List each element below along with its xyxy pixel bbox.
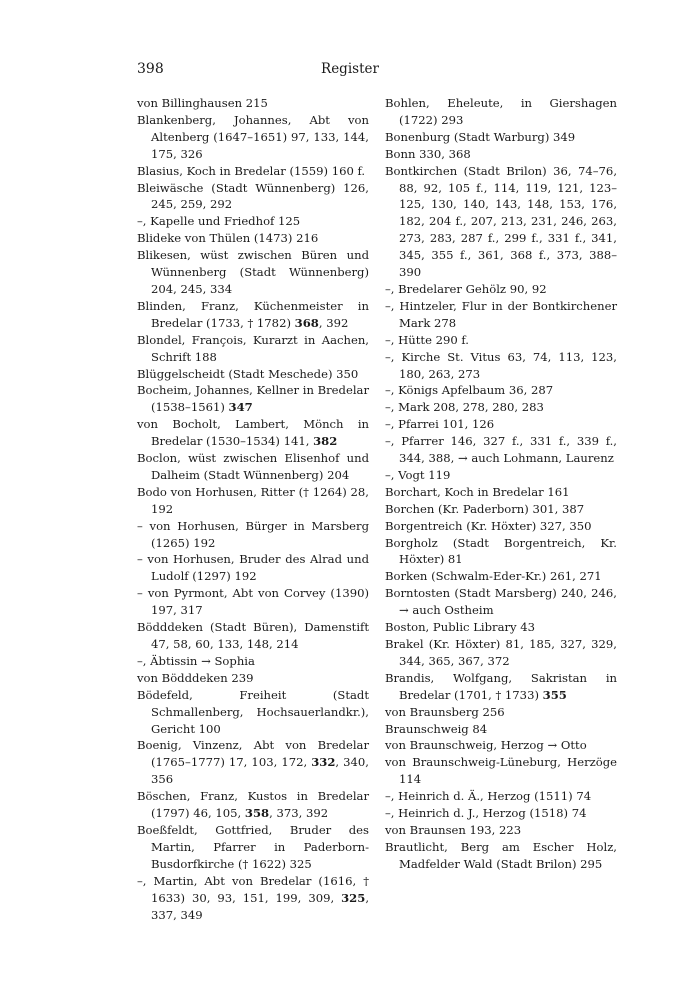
index-entry-text: Blideke von Thülen (1473) 216 bbox=[137, 231, 319, 246]
index-entry-text: , 337, 349 bbox=[151, 890, 369, 922]
index-entry bbox=[137, 737, 369, 788]
index-entry-text: Brautlicht, Berg am Escher Holz, Madfelder Wald (Stadt Brilon) 295 bbox=[385, 839, 617, 871]
index-entry bbox=[385, 670, 617, 704]
index-entry bbox=[137, 518, 369, 552]
index-entry bbox=[137, 382, 369, 416]
index-entry-text: Böschen, Franz, Kustos in Bredelar (1797) 46, 105, bbox=[137, 789, 369, 821]
index-entry bbox=[385, 721, 617, 738]
index-entry-bold-page: 382 bbox=[313, 434, 338, 449]
index-entry-text: von Bödddeken 239 bbox=[137, 670, 254, 685]
index-entry-text: –, Heinrich d. Ä., Herzog (1511) 74 bbox=[385, 789, 592, 804]
index-entry bbox=[137, 619, 369, 653]
index-entry bbox=[385, 332, 617, 349]
index-entry bbox=[385, 95, 617, 129]
index-entry-text: Blüggelscheidt (Stadt Meschede) 350 bbox=[137, 366, 359, 381]
index-entry-text: –, Pfarrer 146, 327 f., 331 f., 339 f., 344, 388, → auch Lohmann, Laurenz bbox=[385, 434, 617, 466]
index-entry bbox=[137, 670, 369, 687]
index-entry-text: –, Heinrich d. J., Herzog (1518) 74 bbox=[385, 806, 587, 821]
index-entry-text: von Bocholt, Lambert, Mönch in Bredelar (1530–1534) 141, bbox=[137, 417, 369, 449]
index-entry-text: , 340, 356 bbox=[151, 755, 369, 787]
index-entry-text: Bodo von Horhusen, Ritter († 1264) 28, 192 bbox=[137, 484, 369, 516]
index-entry-text: Borchart, Koch in Bredelar 161 bbox=[385, 484, 570, 499]
index-entry bbox=[137, 551, 369, 585]
index-entry bbox=[385, 416, 617, 433]
index-entry bbox=[137, 687, 369, 738]
index-entry-text: – von Horhusen, Bruder des Alrad und Ludolf (1297) 192 bbox=[137, 552, 369, 584]
index-entry-text: Bontkirchen (Stadt Brilon) 36, 74–76, 88, 92, 105 f., 114, 119, 121, 123–125, 130, 140, 143, 148, 153, 176, 182, 204 f., 207, 213, 231, 246, 263, 273, 283, 287 f., 299 f., 331 f., 341, 345, 355 f., 361, 368 f., 373, 388–390 bbox=[385, 163, 617, 280]
index-entry-bold-page: 325 bbox=[341, 890, 366, 905]
index-entry-bold-page: 368 bbox=[294, 315, 319, 330]
index-entry bbox=[385, 298, 617, 332]
index-entry bbox=[137, 450, 369, 484]
index-entry bbox=[385, 754, 617, 788]
index-entry bbox=[385, 467, 617, 484]
index-entry bbox=[385, 535, 617, 569]
index-entry-text: – von Horhusen, Bürger in Marsberg (1265) 192 bbox=[137, 518, 369, 550]
index-entry bbox=[137, 585, 369, 619]
index-entry-text: Borgholz (Stadt Borgentreich, Kr. Höxter) 81 bbox=[385, 535, 617, 567]
index-entry bbox=[137, 95, 369, 112]
index-entry bbox=[385, 805, 617, 822]
index-entry-text: Borgentreich (Kr. Höxter) 327, 350 bbox=[385, 518, 592, 533]
index-entry bbox=[385, 585, 617, 619]
index-entry bbox=[385, 788, 617, 805]
index-entry-text: –, Äbtissin → Sophia bbox=[137, 653, 255, 668]
index-entry bbox=[385, 822, 617, 839]
index-entry bbox=[137, 298, 369, 332]
index-entry-text: Brandis, Wolfgang, Sakristan in Bredelar (1701, † 1733) bbox=[385, 670, 617, 702]
index-entry-text: – von Pyrmont, Abt von Corvey (1390) 197, 317 bbox=[137, 586, 369, 618]
index-entry bbox=[385, 281, 617, 298]
index-entry-text: Bleiwäsche (Stadt Wünnenberg) 126, 245, 259, 292 bbox=[137, 180, 369, 212]
index-entry bbox=[385, 484, 617, 501]
index-entry bbox=[385, 501, 617, 518]
index-entry bbox=[137, 213, 369, 230]
index-entry bbox=[385, 146, 617, 163]
index-entry-text: Blankenberg, Johannes, Abt von Altenberg (1647–1651) 97, 133, 144, 175, 326 bbox=[137, 112, 369, 161]
index-entry-text: Braunschweig 84 bbox=[385, 721, 488, 736]
index-entry bbox=[385, 349, 617, 383]
page-number: 398 bbox=[137, 61, 164, 77]
index-entry-text: Bonn 330, 368 bbox=[385, 146, 471, 161]
index-entry-text: Borken (Schwalm-Eder-Kr.) 261, 271 bbox=[385, 569, 602, 584]
index-entry-text: von Braunsen 193, 223 bbox=[385, 822, 522, 837]
index-entry-text: –, Mark 208, 278, 280, 283 bbox=[385, 400, 544, 415]
index-entry bbox=[137, 112, 369, 163]
index-column-right bbox=[385, 95, 617, 873]
index-entry-text: Boclon, wüst zwischen Elisenhof und Dalheim (Stadt Wünnenberg) 204 bbox=[137, 451, 369, 482]
index-entry bbox=[385, 839, 617, 873]
index-entry-text: –, Königs Apfelbaum 36, 287 bbox=[385, 383, 554, 398]
index-entry bbox=[385, 399, 617, 416]
index-entry bbox=[137, 230, 369, 247]
index-entry-text: –, Hütte 290 f. bbox=[385, 332, 469, 347]
index-entry-text: –, Kapelle und Friedhof 125 bbox=[137, 214, 301, 229]
index-entry bbox=[137, 163, 369, 180]
index-entry bbox=[137, 180, 369, 214]
index-entry-text: von Billinghausen 215 bbox=[137, 96, 268, 110]
index-entry-text: –, Kirche St. Vitus 63, 74, 113, 123, 180, 263, 273 bbox=[385, 349, 617, 381]
index-entry-text: Blikesen, wüst zwischen Büren und Wünnenberg (Stadt Wünnenberg) 204, 245, 334 bbox=[137, 248, 369, 296]
index-entry bbox=[385, 163, 617, 281]
index-entry-text: Brakel (Kr. Höxter) 81, 185, 327, 329, 344, 365, 367, 372 bbox=[385, 637, 617, 668]
index-entry-text: , 373, 392 bbox=[269, 806, 329, 821]
index-entry bbox=[137, 247, 369, 298]
index-entry-text: Boenig, Vinzenz, Abt von Bredelar (1765–1777) 17, 103, 172, bbox=[137, 738, 369, 770]
index-entry bbox=[137, 822, 369, 873]
index-entry bbox=[137, 416, 369, 450]
index-entry-bold-page: 355 bbox=[542, 687, 567, 702]
index-entry-text: Blasius, Koch in Bredelar (1559) 160 f. bbox=[137, 163, 366, 178]
index-entry-text: Bödefeld, Freiheit (Stadt Schmallenberg, Hochsauerlandkr.), Gericht 100 bbox=[137, 687, 369, 736]
index-entry bbox=[385, 737, 617, 754]
running-head: Register bbox=[321, 61, 379, 77]
index-entry-text: Blondel, François, Kurarzt in Aachen, Schrift 188 bbox=[137, 332, 369, 364]
index-entry bbox=[137, 484, 369, 518]
index-entry-text: Bohlen, Eheleute, in Giershagen (1722) 293 bbox=[385, 96, 617, 127]
index-entry-text: –, Hintzeler, Flur in der Bontkirchener Mark 278 bbox=[385, 298, 617, 330]
index-entry bbox=[385, 129, 617, 146]
index-entry bbox=[385, 619, 617, 636]
index-entry bbox=[385, 382, 617, 399]
index-entry-bold-page: 347 bbox=[228, 400, 253, 415]
index-entry bbox=[137, 653, 369, 670]
index-entry-text: Borntosten (Stadt Marsberg) 240, 246, → auch Ostheim bbox=[385, 586, 617, 618]
index-entry-text: Bödddeken (Stadt Büren), Damenstift 47, 58, 60, 133, 148, 214 bbox=[137, 620, 369, 651]
index-entry bbox=[385, 433, 617, 467]
index-entry-text: , 392 bbox=[318, 315, 349, 330]
index-entry-bold-page: 358 bbox=[244, 806, 270, 821]
index-entry bbox=[137, 366, 369, 383]
index-entry-text: von Braunschweig-Lüneburg, Herzöge 114 bbox=[385, 755, 617, 787]
index-entry bbox=[385, 636, 617, 670]
index-entry bbox=[385, 704, 617, 721]
index-entry-text: Boeßfeldt, Gottfried, Bruder des Martin, Pfarrer in Paderborn-Busdorfkirche († 1622) 325 bbox=[137, 822, 369, 871]
index-entry-bold-page: 332 bbox=[311, 755, 336, 770]
index-entry bbox=[137, 788, 369, 822]
index-entry-text: von Braunsberg 256 bbox=[385, 704, 505, 719]
index-entry bbox=[385, 568, 617, 585]
index-entry-text: Boston, Public Library 43 bbox=[385, 620, 536, 635]
index-entry-text: –, Pfarrei 101, 126 bbox=[385, 417, 495, 432]
index-entry-text: von Braunschweig, Herzog → Otto bbox=[385, 738, 587, 753]
index-entry bbox=[137, 332, 369, 366]
index-entry-text: –, Bredelarer Gehölz 90, 92 bbox=[385, 281, 547, 296]
index-entry-text: Bocheim, Johannes, Kellner in Bredelar (1538–1561) bbox=[137, 383, 369, 415]
index-entry bbox=[385, 518, 617, 535]
index-entry-text: Bonenburg (Stadt Warburg) 349 bbox=[385, 129, 576, 144]
index-entry-text: Borchen (Kr. Paderborn) 301, 387 bbox=[385, 501, 585, 516]
index-entry-text: –, Vogt 119 bbox=[385, 467, 451, 482]
index-entry-text: Blinden, Franz, Küchenmeister in Bredelar (1733, † 1782) bbox=[137, 298, 369, 330]
index-column-left bbox=[137, 95, 369, 923]
index-entry bbox=[137, 873, 369, 924]
index-entry-text: –, Martin, Abt von Bredelar (1616, † 1633) 30, 93, 151, 199, 309, bbox=[137, 873, 369, 905]
